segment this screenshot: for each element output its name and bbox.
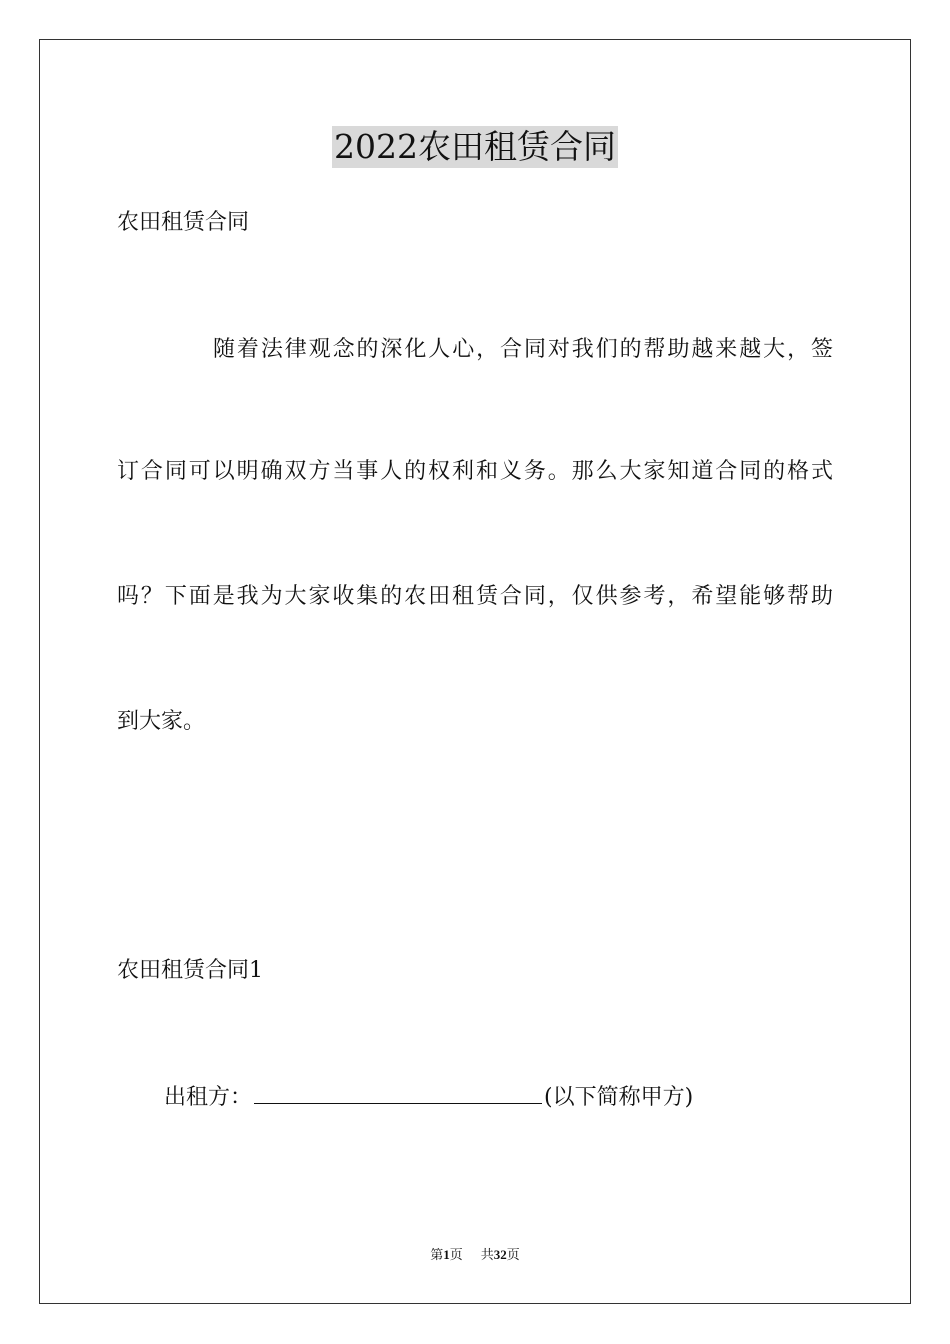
footer-total-suffix: 页 <box>506 1247 520 1262</box>
paragraph-line-3: 吗？下面是我为大家收集的农田租赁合同，仅供参考，希望能够帮助 <box>117 584 833 609</box>
lessor-note: (以下简称甲方) <box>544 1085 694 1110</box>
footer-total-prefix: 共 <box>480 1247 494 1262</box>
document-title: 2022农田租赁合同 <box>334 127 616 166</box>
footer-page-prefix: 第 <box>430 1247 444 1262</box>
page-footer <box>0 1246 950 1264</box>
paragraph-line-2: 订合同可以明确双方当事人的权利和义务。那么大家知道合同的格式 <box>117 459 833 484</box>
lessor-label: 出租方： <box>164 1085 253 1110</box>
footer-page-number: 1 <box>443 1247 450 1262</box>
title-container <box>0 126 950 168</box>
document-subtitle: 农田租赁合同 <box>117 210 250 235</box>
footer-total-pages: 32 <box>493 1247 507 1262</box>
section-heading: 农田租赁合同1 <box>117 958 263 983</box>
paragraph-line-1: 随着法律观念的深化人心，合同对我们的帮助越来越大，签 <box>213 337 833 362</box>
paragraph-line-4: 到大家。 <box>117 709 206 734</box>
footer-page-suffix: 页 <box>449 1247 463 1262</box>
lessor-blank-line <box>254 1081 542 1104</box>
lessor-line <box>164 1081 693 1112</box>
